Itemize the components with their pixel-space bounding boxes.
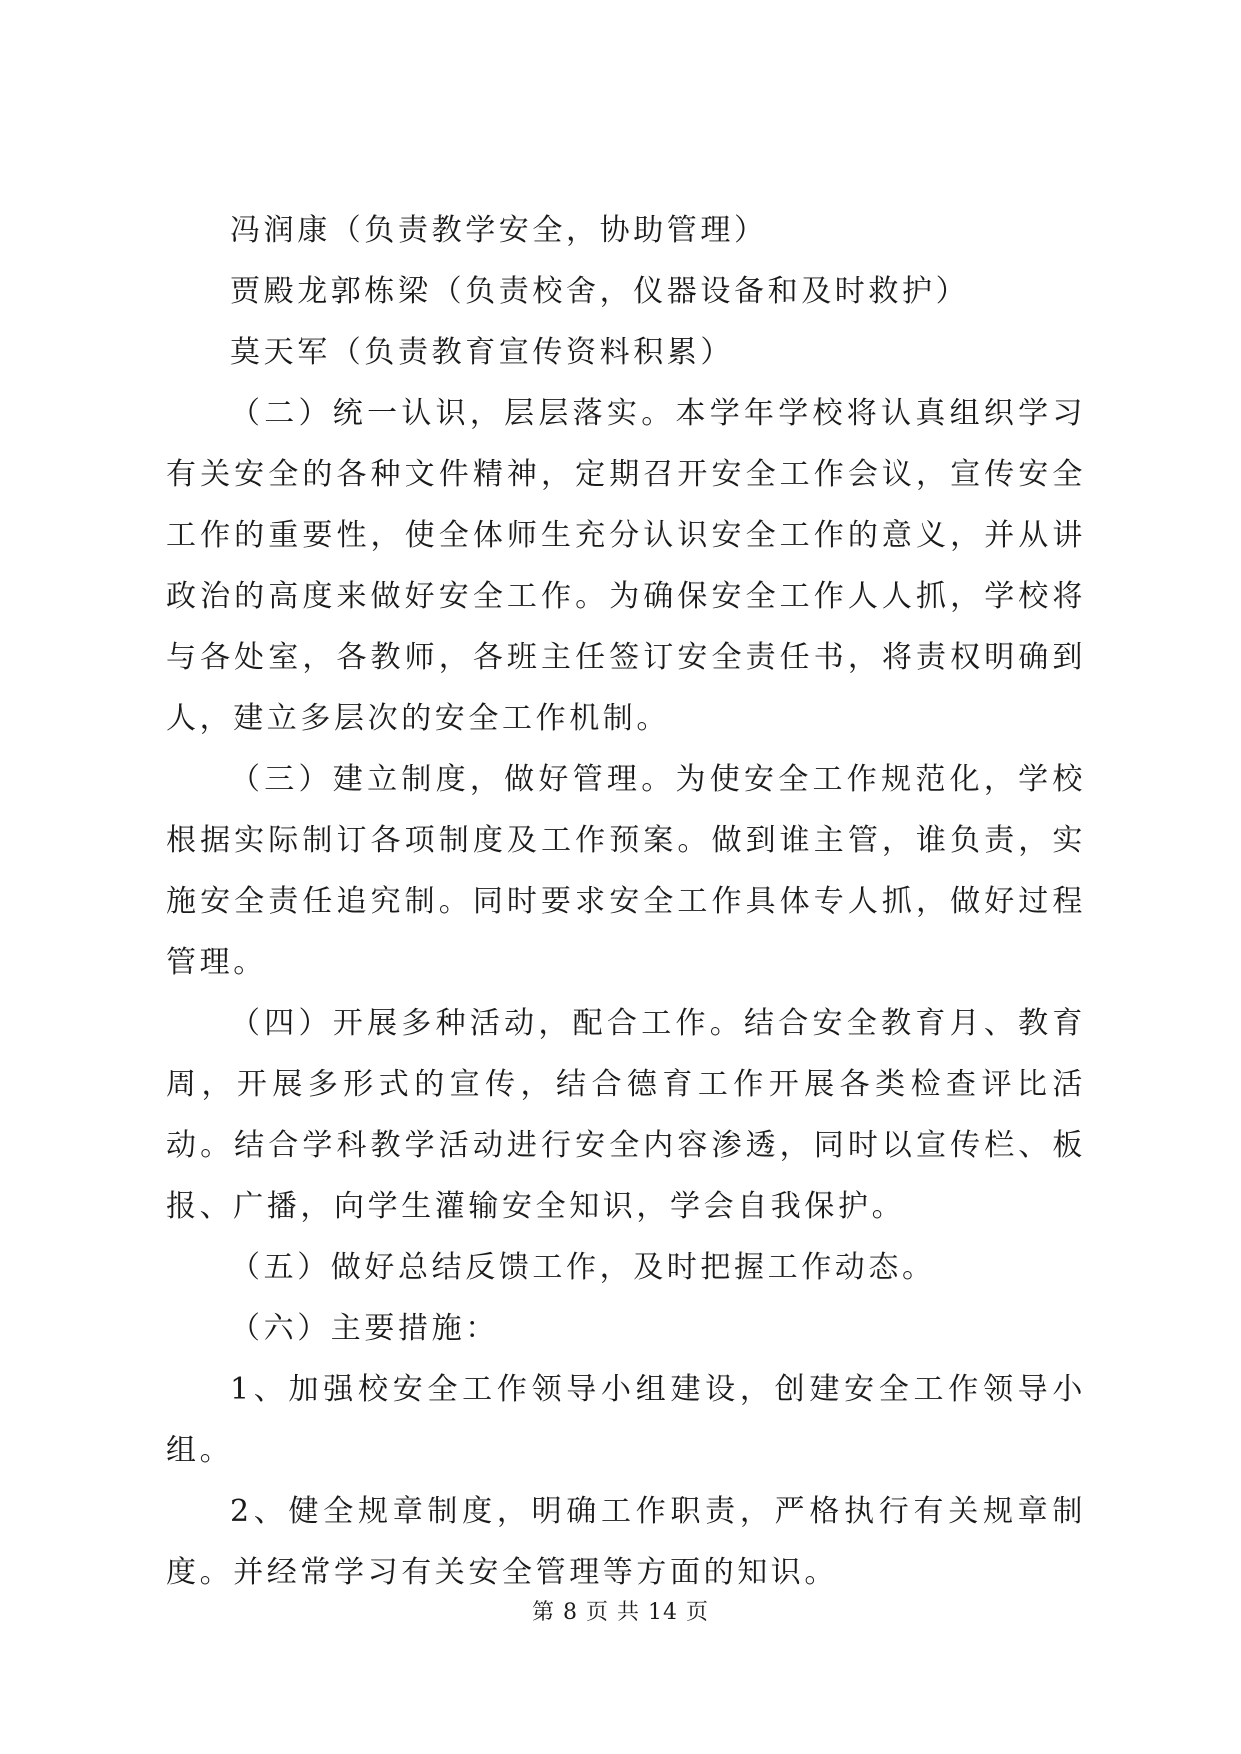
page-number-footer: 第 8 页 共 14 页 — [532, 1600, 709, 1625]
paragraph-section-5: （五）做好总结反馈工作，及时把握工作动态。 — [230, 1250, 936, 1285]
paragraph-section-3: （三）建立制度，做好管理。为使安全工作规范化，学校根据实际制订各项制度及工作预案。做到谁主管，谁负责，实施安全责任追究制。同时要求安全工作具体专人抓，做好过程管理。 — [166, 762, 1086, 980]
paragraph-jia-dianlong-guo-dongliang: 贾殿龙郭栋梁（负责校舍，仪器设备和及时救护） — [230, 274, 970, 309]
paragraph-section-4: （四）开展多种活动，配合工作。结合安全教育月、教育周，开展多形式的宣传，结合德育工作开展各类检查评比活动。结合学科教学活动进行安全内容渗透，同时以宣传栏、板报、广播，向学生灌输安全知识，学会自我保护。 — [166, 1006, 1086, 1224]
paragraph-mo-tianjun: 莫天军（负责教育宣传资料积累） — [230, 335, 734, 370]
document-body — [166, 200, 1086, 1603]
paragraph-section-6: （六）主要措施： — [230, 1311, 499, 1346]
paragraph-measure-1: 1、加强校安全工作领导小组建设，创建安全工作领导小组。 — [166, 1372, 1086, 1468]
paragraph-feng-runkang: 冯润康（负责教学安全，协助管理） — [230, 213, 768, 248]
paragraph-measure-2: 2、健全规章制度，明确工作职责，严格执行有关规章制度。并经常学习有关安全管理等方面的知识。 — [166, 1494, 1086, 1590]
paragraph-section-2: （二）统一认识，层层落实。本学年学校将认真组织学习有关安全的各种文件精神，定期召开安全工作会议，宣传安全工作的重要性，使全体师生充分认识安全工作的意义，并从讲政治的高度来做好安全工作。为确保安全工作人人抓，学校将与各处室，各教师，各班主任签订安全责任书，将责权明确到人，建立多层次的安全工作机制。 — [166, 396, 1086, 736]
